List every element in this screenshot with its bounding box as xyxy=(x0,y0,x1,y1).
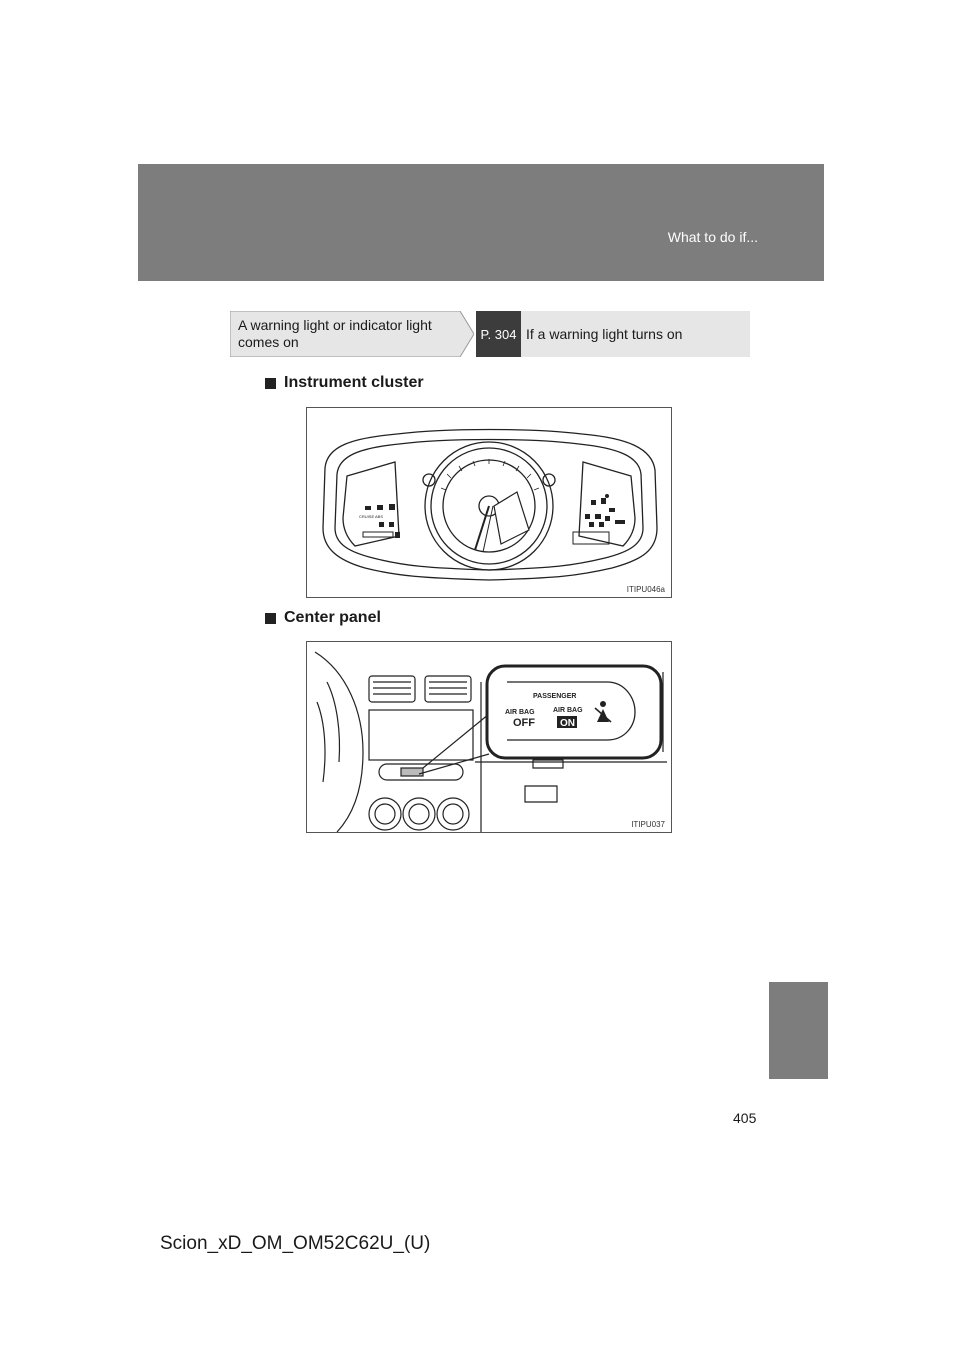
cruise-label: CRUISE xyxy=(359,514,375,519)
square-bullet-icon xyxy=(265,378,276,389)
abs-label: ABS xyxy=(375,514,384,519)
heading-instrument-cluster xyxy=(265,374,424,392)
airbag-on-label: AIR BAG xyxy=(553,707,583,714)
heading-center-panel xyxy=(265,609,381,627)
page-number: 405 xyxy=(733,1110,757,1126)
passenger-label: PASSENGER xyxy=(533,693,577,700)
heading-text: Instrument cluster xyxy=(284,374,424,391)
figure-code: ITIPU046a xyxy=(626,585,665,594)
reference-page-link[interactable]: P. 304 xyxy=(476,311,521,357)
figure-center-panel xyxy=(306,641,672,833)
document-id: Scion_xD_OM_OM52C62U_(U) xyxy=(160,1233,431,1254)
instrument-cluster-illustration xyxy=(307,408,671,597)
chapter-tab xyxy=(769,982,828,1079)
airbag-off-label: AIR BAG xyxy=(505,709,535,716)
header-band xyxy=(138,164,824,281)
airbag-on-indicator: ON xyxy=(560,718,575,729)
reference-action-text: If a warning light turns on xyxy=(521,311,750,357)
heading-text: Center panel xyxy=(284,609,381,626)
airbag-off-indicator: OFF xyxy=(513,717,535,729)
section-title: What to do if... xyxy=(667,229,758,245)
reference-bar xyxy=(230,311,750,357)
square-bullet-icon xyxy=(265,613,276,624)
center-panel-illustration xyxy=(307,642,671,832)
figure-instrument-cluster xyxy=(306,407,672,598)
figure-code: ITIPU037 xyxy=(631,820,665,829)
reference-condition-box xyxy=(230,311,474,357)
reference-condition-text: A warning light or indicator light comes on xyxy=(238,317,432,350)
